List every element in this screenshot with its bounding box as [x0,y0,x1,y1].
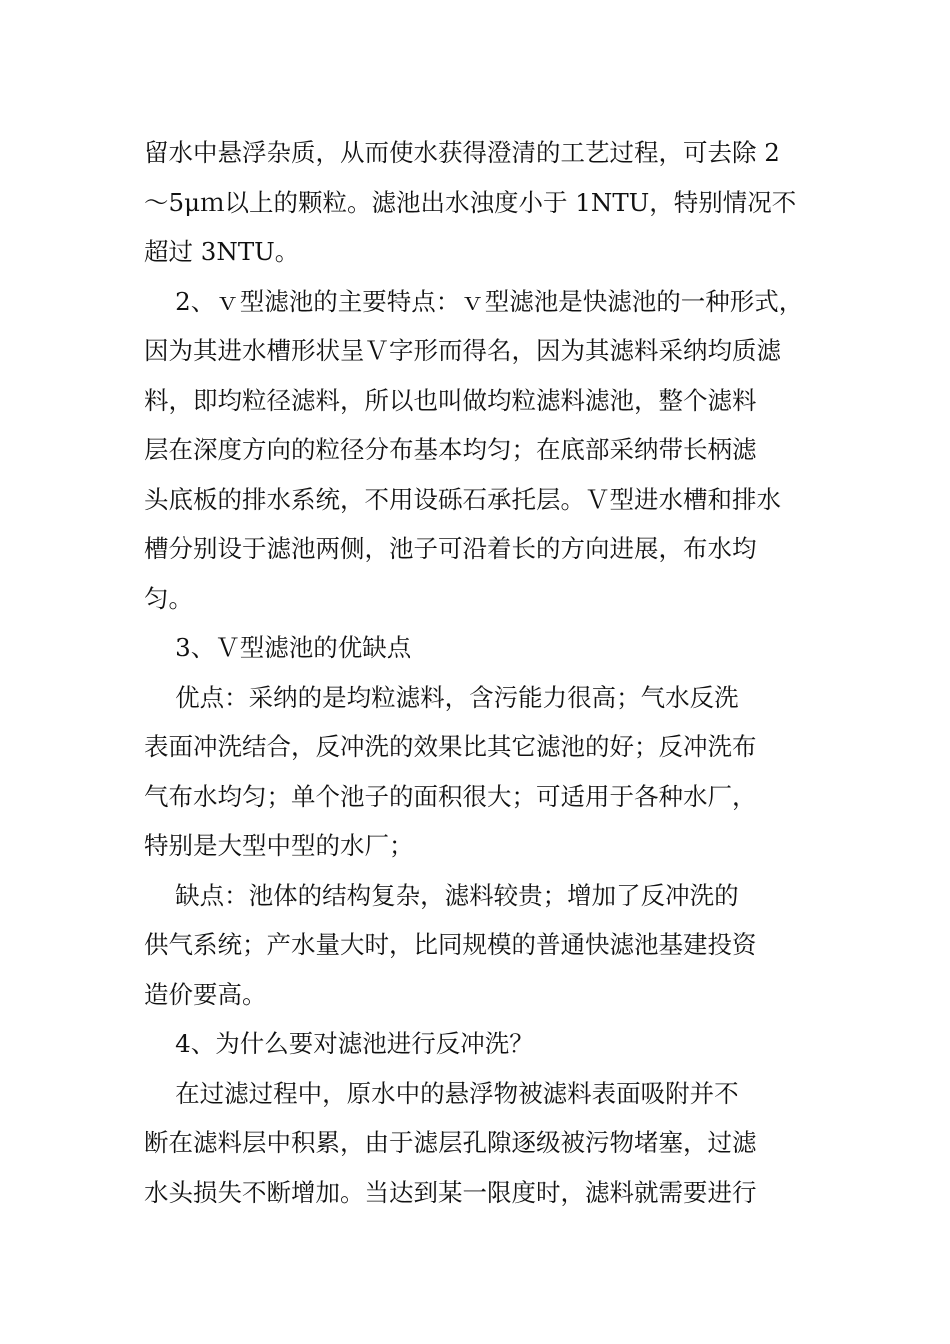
text-line: 头底板的排水系统，不用设砾石承托层。Ｖ型进水槽和排水 [144,484,781,514]
text-line: 断在滤料层中积累，由于滤层孔隙逐级被污物堵塞，过滤 [144,1128,757,1157]
text-line: 特别是大型中型的水厂； [144,831,414,860]
text-line: 匀。 [144,583,193,613]
text-line: 料，即均粒径滤料，所以也叫做均粒滤料滤池，整个滤料 [144,385,757,415]
text-line: 留水中悬浮杂质，从而使水获得澄清的工艺过程，可去除 2 [144,138,780,167]
text-line: 因为其进水槽形状呈Ｖ字形而得名，因为其滤料采纳均质滤 [144,336,781,365]
text-line: 水头损失不断增加。当达到某一限度时，滤料就需要进行 [144,1177,757,1207]
body-text [144,128,824,1217]
text-line: 表面冲洗结合，反冲洗的效果比其它滤池的好；反冲洗布 [144,732,757,761]
text-line: 槽分别设于滤池两侧，池子可沿着长的方向进展，布水均 [144,534,757,563]
text-line: 层在深度方向的粒径分布基本均匀；在底部采纳带长柄滤 [144,435,757,464]
text-line: 气布水均匀；单个池子的面积很大；可适用于各种水厂， [144,781,757,811]
text-line: 缺点：池体的结构复杂，滤料较贵；增加了反冲洗的 [144,880,739,910]
text-line: 在过滤过程中，原水中的悬浮物被滤料表面吸附并不 [144,1078,739,1108]
text-line: 优点：采纳的是均粒滤料，含污能力很高；气水反洗 [144,682,739,712]
text-line: 2、ｖ型滤池的主要特点：ｖ型滤池是快滤池的一种形式， [144,286,804,316]
section-heading: 3、Ｖ型滤池的优缺点 [144,633,412,662]
text-line: 超过 3NTU。 [144,237,300,266]
text-line: 供气系统；产水量大时，比同规模的普通快滤池基建投资 [144,930,757,959]
text-line: ～5μｍ以上的颗粒。滤池出水浊度小于 1NTU，特别情况不 [144,187,797,217]
text-line: 造价要高。 [144,979,267,1009]
section-heading: 4、为什么要对滤池进行反冲洗？ [144,1029,534,1058]
